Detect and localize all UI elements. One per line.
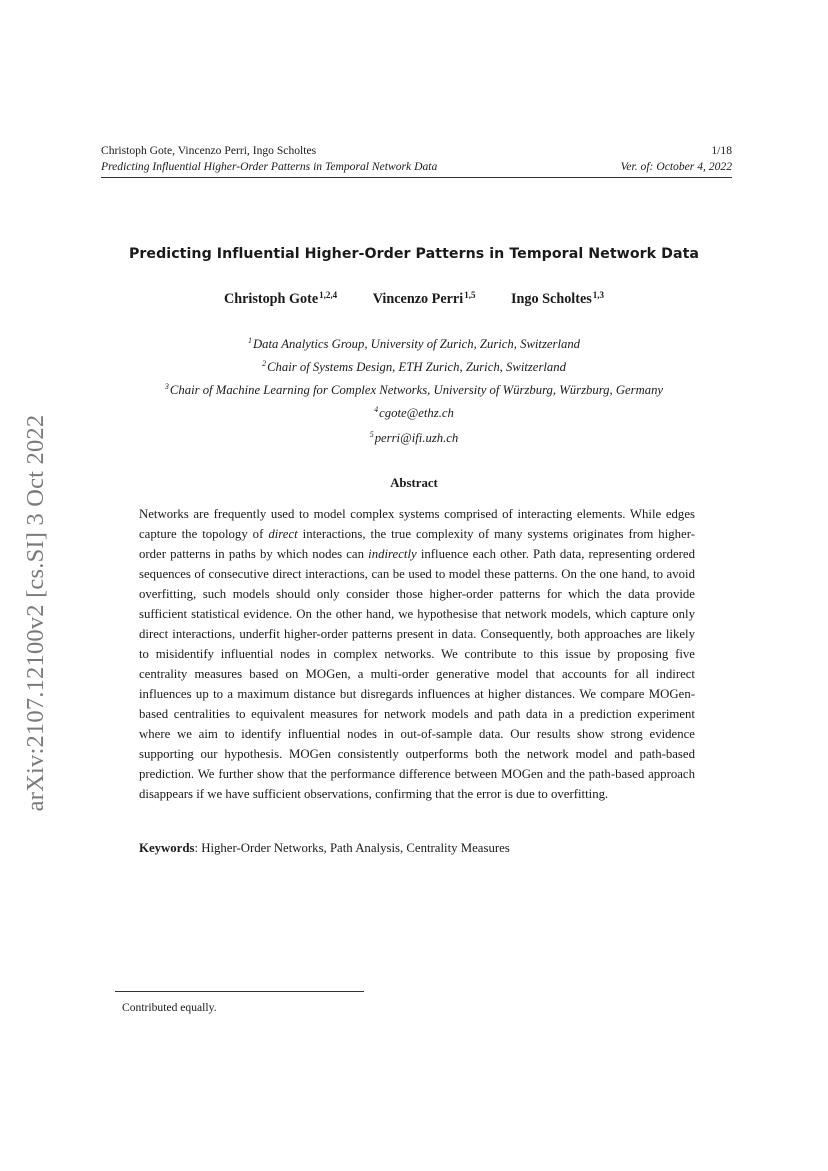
affiliation bbox=[0, 377, 828, 400]
abstract-text: influence each other. Path data, representing ordered sequences of consecutive direct interactions, can be used to model these patterns. On the one hand, to avoid overfitting, such models should only consider those higher-order patterns for which the data provide sufficient statistical evidence. On the other hand, we hypothesise that network models, which capture only direct interactions, underfit higher-order patterns present in data. Consequently, both approaches are likely to misidentify influential nodes in complex networks. We contribute to this issue by proposing five centrality measures based on MOGen, a multi-order generative model that accounts for all indirect influences up to a maximum distance but disregards influences at higher distances. We compare MOGen-based centralities to equivalent measures for network models and path data in a prediction experiment where we aim to identify influential nodes in out-of-sample data. Our results show strong evidence supporting our hypothesis. MOGen consistently outperforms both the network model and path-based prediction. We further show that the performance difference between MOGen and the path-based approach disappears if we have sufficient observations, confirming that the error is due to overfitting. bbox=[139, 547, 695, 801]
paper-title: Predicting Influential Higher-Order Patterns in Temporal Network Data bbox=[128, 246, 700, 262]
email bbox=[0, 424, 828, 449]
header-short-title: Predicting Influential Higher-Order Patterns in Temporal Network Data bbox=[101, 160, 438, 173]
author bbox=[373, 290, 476, 308]
affiliation-mark: 2 bbox=[262, 359, 267, 368]
affiliation-text: Chair of Machine Learning for Complex Networks, University of Würzburg, Würzburg, Germany bbox=[169, 383, 664, 397]
email-list bbox=[0, 399, 828, 449]
author-name: Vincenzo Perri bbox=[372, 291, 464, 307]
affiliation-mark: 3 bbox=[164, 382, 169, 391]
abstract-heading: Abstract bbox=[390, 476, 438, 490]
author-name: Ingo Scholtes bbox=[510, 291, 592, 307]
abstract-emphasis: direct bbox=[268, 527, 298, 541]
author-affiliation-marks: 1,3 bbox=[592, 290, 605, 300]
author-list bbox=[0, 290, 828, 308]
author bbox=[511, 290, 604, 308]
header-rule bbox=[101, 177, 732, 178]
header-version: Ver. of: October 4, 2022 bbox=[620, 160, 732, 173]
footnote-rule bbox=[115, 991, 364, 992]
email-mark: 4 bbox=[374, 405, 379, 414]
abstract-text: interactions, the true complexity of many systems originates from higher-order patterns in paths by which nodes can bbox=[139, 527, 695, 561]
affiliation-list bbox=[0, 331, 828, 400]
header-page-number: 1/18 bbox=[711, 144, 732, 157]
affiliation-text: Chair of Systems Design, ETH Zurich, Zurich, Switzerland bbox=[267, 360, 566, 374]
affiliation bbox=[0, 354, 828, 377]
email-mark: 5 bbox=[369, 430, 374, 439]
abstract-text: Networks are frequently used to model complex systems comprised of interacting elements. While edges capture the topology of bbox=[139, 507, 695, 541]
author-name: Christoph Gote bbox=[223, 291, 319, 307]
keywords bbox=[139, 838, 695, 858]
author bbox=[224, 290, 337, 308]
footnote: Contributed equally. bbox=[122, 1001, 217, 1014]
author-affiliation-marks: 1,2,4 bbox=[319, 290, 338, 300]
affiliation-text: Data Analytics Group, University of Zurich, Zurich, Switzerland bbox=[252, 337, 581, 351]
author-affiliation-marks: 1,5 bbox=[464, 290, 476, 300]
affiliation bbox=[0, 331, 828, 354]
affiliation-mark: 1 bbox=[247, 336, 252, 345]
keywords-label: Keywords bbox=[139, 841, 195, 855]
keywords-text: : Higher-Order Networks, Path Analysis, Centrality Measures bbox=[194, 841, 510, 855]
running-head bbox=[101, 143, 732, 175]
header-authors: Christoph Gote, Vincenzo Perri, Ingo Scholtes bbox=[101, 144, 317, 157]
abstract-body bbox=[139, 504, 695, 804]
email-address[interactable]: perri@ifi.uzh.ch bbox=[374, 431, 459, 445]
email-address[interactable]: cgote@ethz.ch bbox=[379, 406, 454, 420]
arxiv-stamp: arXiv:2107.12100v2 [cs.SI] 3 Oct 2022 bbox=[22, 414, 49, 812]
email bbox=[0, 399, 828, 424]
abstract-emphasis: indirectly bbox=[368, 547, 417, 561]
